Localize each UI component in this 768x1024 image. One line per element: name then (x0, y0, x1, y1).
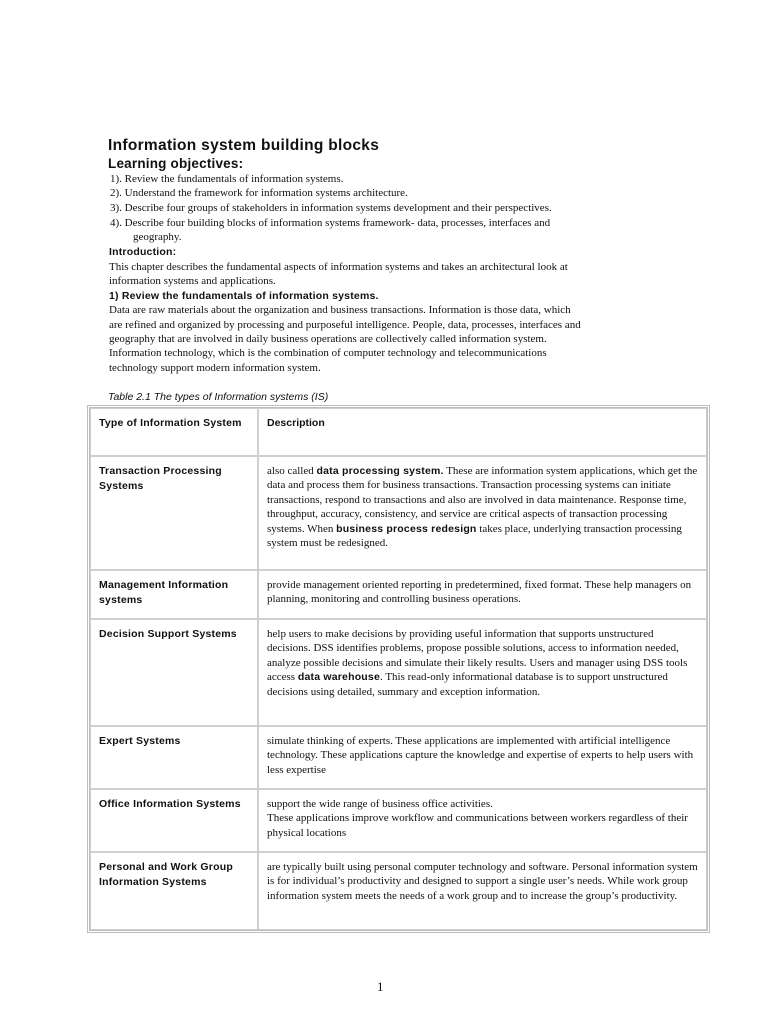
description-cell: simulate thinking of experts. These applications are implemented with artificial intelligence technology. These applications capture the knowledge and expertise of experts to help users with less expertise (258, 726, 707, 789)
objective-4-continued: geography. (133, 231, 182, 243)
description-cell: provide management oriented reporting in predetermined, fixed format. These help managers on planning, monitoring and controlling business operations. (258, 570, 707, 619)
is-types-table (87, 405, 710, 933)
section-1-line: Information technology, which is the combination of computer technology and telecommunications (109, 347, 547, 359)
section-1-line: are refined and organized by processing and purposeful intelligence. People, data, processes, interfaces and (109, 319, 581, 331)
type-cell: Office Information Systems (90, 789, 258, 852)
objective-1: 1). Review the fundamentals of information systems. (110, 173, 344, 185)
page-title: Information system building blocks (108, 137, 380, 154)
learning-objectives-heading: Learning objectives: (108, 156, 244, 171)
type-cell: Management Information systems (90, 570, 258, 619)
table-row (90, 726, 707, 789)
section-1-line: technology support modern information system. (109, 362, 321, 374)
table-row (90, 619, 707, 726)
table-caption: Table 2.1 The types of Information systems (IS) (108, 391, 329, 403)
description-cell: support the wide range of business office activities. These applications improve workflow and communications between workers regardless of their physical locations (258, 789, 707, 852)
table-row (90, 789, 707, 852)
type-cell: Personal and Work Group Information Systems (90, 852, 258, 930)
objective-2: 2). Understand the framework for information systems architecture. (110, 187, 408, 199)
table-row (90, 456, 707, 570)
type-cell: Transaction Processing Systems (90, 456, 258, 570)
table-row (90, 852, 707, 930)
description-cell: are typically built using personal computer technology and software. Personal information system is for individual’s productivity and designed to support a single user’s needs. While work group information system meets the needs of a work group and to increase the group’s productivity. (258, 852, 707, 930)
table-row (90, 570, 707, 619)
intro-line: This chapter describes the fundamental aspects of information systems and takes an architectural look at (109, 261, 568, 273)
header-description: Description (258, 408, 707, 456)
type-cell: Decision Support Systems (90, 619, 258, 726)
objective-4: 4). Describe four building blocks of information systems framework- data, processes, interfaces and (110, 217, 551, 229)
section-1-line: geography that are involved in daily business operations are collectively called information system. (109, 333, 547, 345)
type-cell: Expert Systems (90, 726, 258, 789)
objective-3: 3). Describe four groups of stakeholders in information systems development and their perspectives. (110, 202, 552, 214)
description-cell: help users to make decisions by providing useful information that supports unstructured decisions. DSS identifies problems, propose possible solutions, access to information needed, analyze possible decisions and simulate their likely results. Users and manager using DSS tools access data warehouse. This read-only informational database is to support unstructured decisions using detailed, summary and exception information. (258, 619, 707, 726)
section-1-line: Data are raw materials about the organization and business transactions. Information is those data, which (109, 304, 571, 316)
header-type: Type of Information System (90, 408, 258, 456)
page-number: 1 (377, 979, 384, 994)
introduction-heading: Introduction: (109, 246, 177, 258)
description-cell: also called data processing system. These are information system applications, which get the data and process them for business transactions. Transaction processing systems can initiate transactions, respond to transactions and also are involved in data maintenance. Response time, throughput, accuracy, consistency, and service are critical aspects of transaction processing systems. When business process redesign takes place, underlying transaction processing system must be redesigned. (258, 456, 707, 570)
table-header-row (90, 408, 707, 456)
section-1-heading: 1) Review the fundamentals of information systems. (109, 290, 379, 302)
intro-line: information systems and applications. (109, 275, 276, 287)
